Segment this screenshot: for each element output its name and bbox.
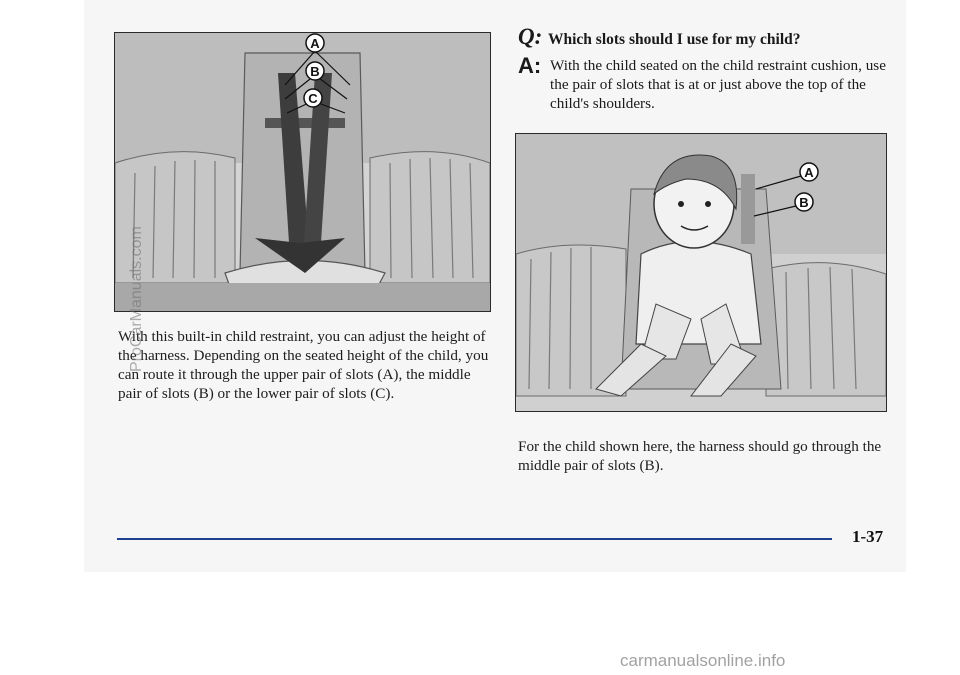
question-block xyxy=(518,24,801,50)
callout-b: B xyxy=(799,195,809,210)
callout-c: C xyxy=(308,91,318,106)
callout-a: A xyxy=(804,165,814,180)
callout-b: B xyxy=(310,64,320,79)
child-seated-illustration xyxy=(515,133,887,412)
harness-slots-illustration xyxy=(114,32,491,312)
question-text: Which slots should I use for my child? xyxy=(548,31,801,48)
answer-mark-label: A: xyxy=(518,53,542,78)
answer-block xyxy=(518,53,888,113)
callout-a: A xyxy=(310,36,320,51)
footer-rule xyxy=(117,538,832,540)
page-number: 1-37 xyxy=(852,527,884,546)
question-mark-label: Q: xyxy=(518,24,543,49)
harness-adjust-paragraph: With this built-in child restraint, you can adjust the height of the harness. Depending on the seated height of the child, you can route it through the upper pair of slots (A), the middle pair of slots (B) or the lower pair of slots (C). xyxy=(118,328,489,402)
side-watermark: ProCarManuals.com xyxy=(128,226,145,372)
answer-text: With the child seated on the child restraint cushion, use the pair of slots that is at or just above the top of the child's shoulders. xyxy=(550,57,886,112)
bottom-watermark: carmanualsonline.info xyxy=(620,651,786,670)
child-shown-paragraph: For the child shown here, the harness should go through the middle pair of slots (B). xyxy=(518,438,882,474)
